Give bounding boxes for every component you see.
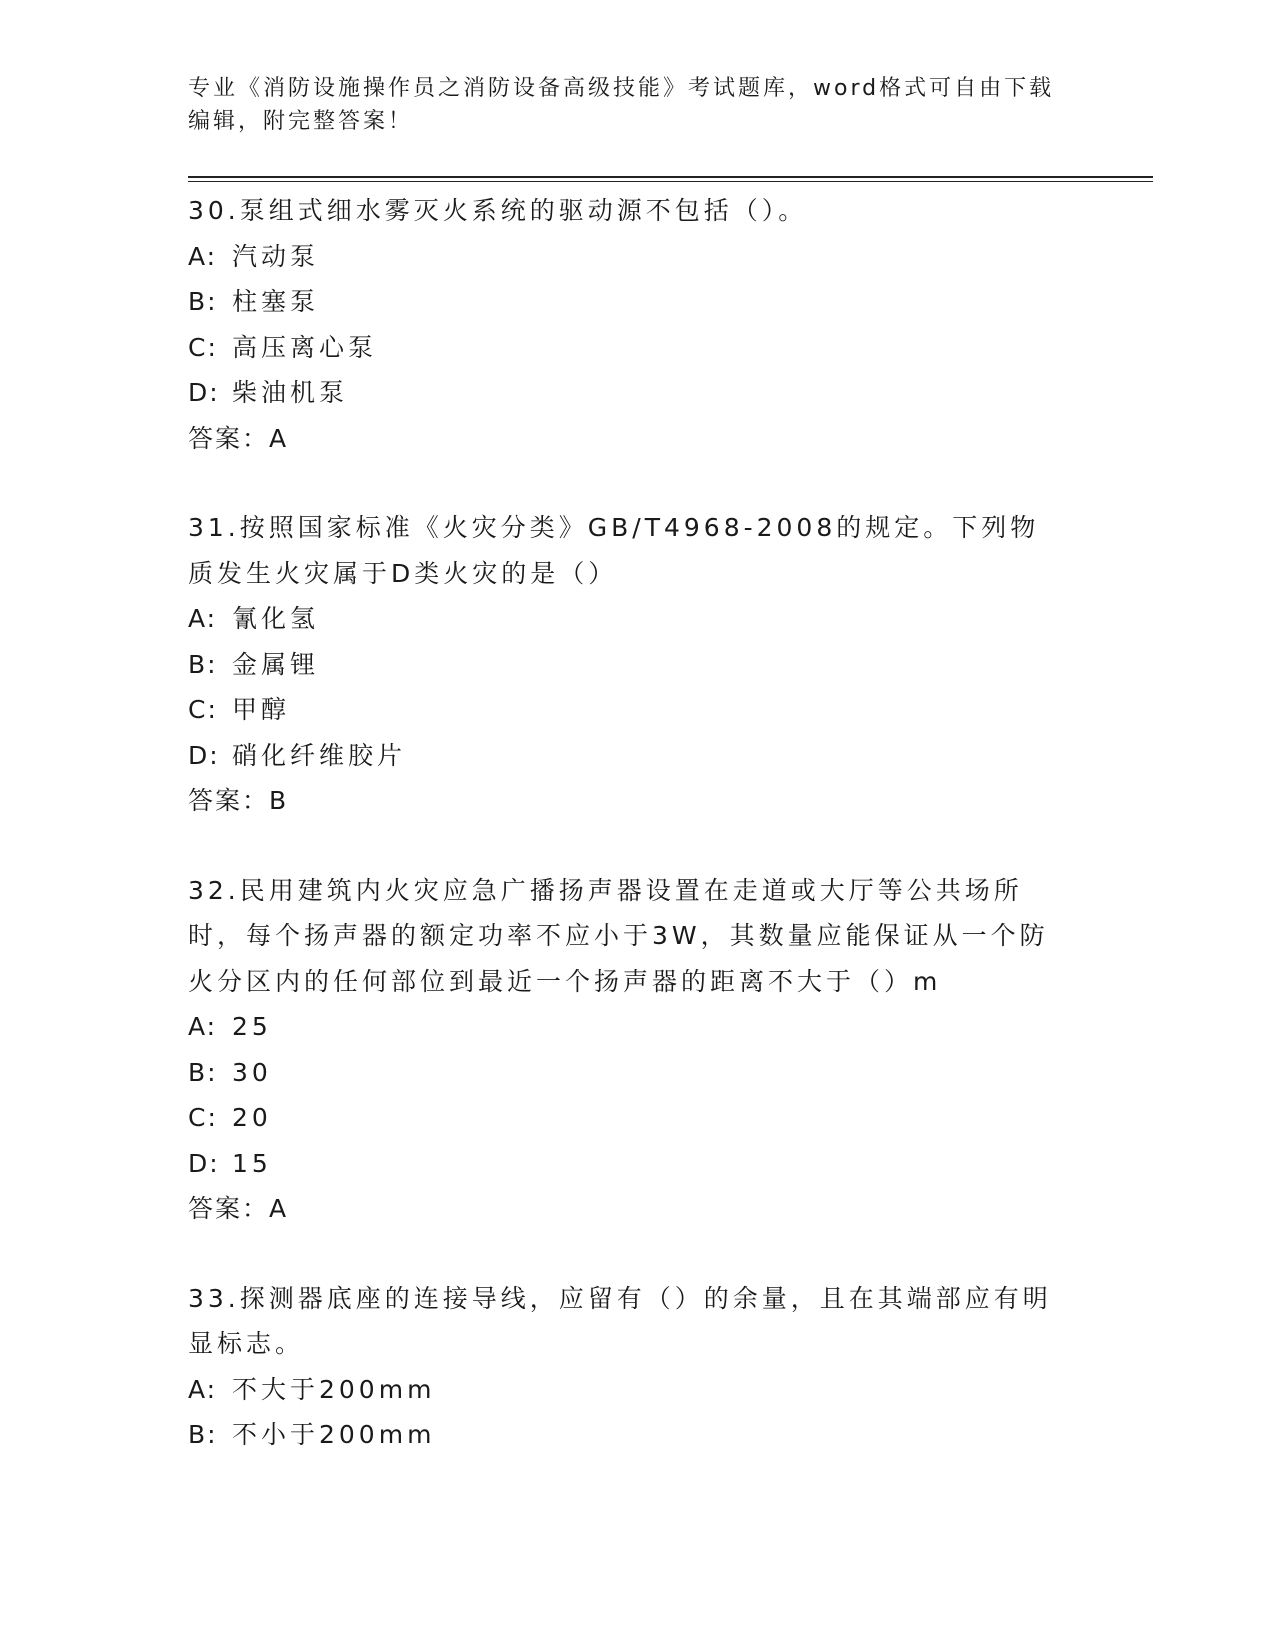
answer-line xyxy=(188,416,1068,462)
option-letter: D: xyxy=(188,740,220,770)
option-text: 不小于200mm xyxy=(232,1420,436,1449)
question-stem: 31.按照国家标准《火灾分类》GB/T4968-2008的规定。下列物质发生火灾属于D类火灾的是（） xyxy=(188,513,1040,588)
option-text: 20 xyxy=(232,1103,272,1132)
option-d xyxy=(188,733,1068,779)
option-letter: A: xyxy=(188,1012,218,1041)
option-c xyxy=(188,1095,1068,1141)
question-stem: 32.民用建筑内火灾应急广播扬声器设置在走道或大厅等公共场所时，每个扬声器的额定功率不应小于3W，其数量应能保证从一个防火分区内的任何部位到最近一个扬声器的距离不大于（）m xyxy=(188,875,1049,996)
option-letter: D: xyxy=(188,378,220,407)
option-text: 30 xyxy=(232,1057,272,1087)
question-32 xyxy=(188,868,1068,1232)
option-text: 25 xyxy=(232,1012,272,1041)
option-b xyxy=(188,279,1068,325)
option-b xyxy=(188,642,1068,688)
option-text: 甲醇 xyxy=(232,695,291,724)
option-text: 15 xyxy=(232,1148,272,1178)
option-letter: C: xyxy=(188,695,218,724)
answer-label: 答案： xyxy=(188,786,270,815)
answer-label: 答案： xyxy=(188,1194,270,1223)
option-letter: B: xyxy=(188,1057,218,1087)
answer-value: A xyxy=(269,1194,291,1223)
question-stem: 30.泵组式细水雾灭火系统的驱动源不包括（）。 xyxy=(188,196,808,225)
option-letter: B: xyxy=(188,649,218,679)
option-text: 柱塞泵 xyxy=(232,287,320,316)
option-a xyxy=(188,596,1068,642)
answer-value: B xyxy=(269,786,291,815)
option-a xyxy=(188,1367,1068,1413)
header-divider-thick xyxy=(188,176,1153,178)
option-text: 氰化氢 xyxy=(232,604,320,633)
option-c xyxy=(188,687,1068,733)
option-letter: A: xyxy=(188,241,218,271)
option-d xyxy=(188,1141,1068,1187)
option-b xyxy=(188,1050,1068,1096)
option-letter: C: xyxy=(188,332,218,362)
option-letter: C: xyxy=(188,1103,218,1132)
question-list xyxy=(188,188,1068,1502)
option-letter: B: xyxy=(188,287,218,316)
question-stem: 33.探测器底座的连接导线，应留有（）的余量，且在其端部应有明显标志。 xyxy=(188,1283,1052,1358)
question-30 xyxy=(188,188,1068,461)
option-text: 金属锂 xyxy=(232,649,320,679)
question-31 xyxy=(188,505,1068,824)
option-letter: A: xyxy=(188,604,218,633)
option-text: 硝化纤维胶片 xyxy=(232,740,407,770)
header-divider-thin xyxy=(188,181,1153,182)
option-letter: B: xyxy=(188,1420,218,1449)
option-letter: D: xyxy=(188,1148,220,1178)
option-d xyxy=(188,370,1068,416)
answer-label: 答案： xyxy=(188,423,270,453)
option-letter: A: xyxy=(188,1374,218,1404)
option-a xyxy=(188,1004,1068,1050)
option-text: 柴油机泵 xyxy=(232,378,349,407)
option-text: 汽动泵 xyxy=(232,241,320,271)
answer-value: A xyxy=(269,423,291,453)
option-b xyxy=(188,1412,1068,1458)
question-33 xyxy=(188,1276,1068,1458)
document-header: 专业《消防设施操作员之消防设备高级技能》考试题库，word格式可自由下载编辑，附完整答案！ xyxy=(188,76,1055,134)
answer-line xyxy=(188,778,1068,824)
option-a xyxy=(188,234,1068,280)
answer-line xyxy=(188,1186,1068,1232)
option-text: 高压离心泵 xyxy=(232,332,378,362)
option-c xyxy=(188,325,1068,371)
option-text: 不大于200mm xyxy=(232,1374,436,1404)
